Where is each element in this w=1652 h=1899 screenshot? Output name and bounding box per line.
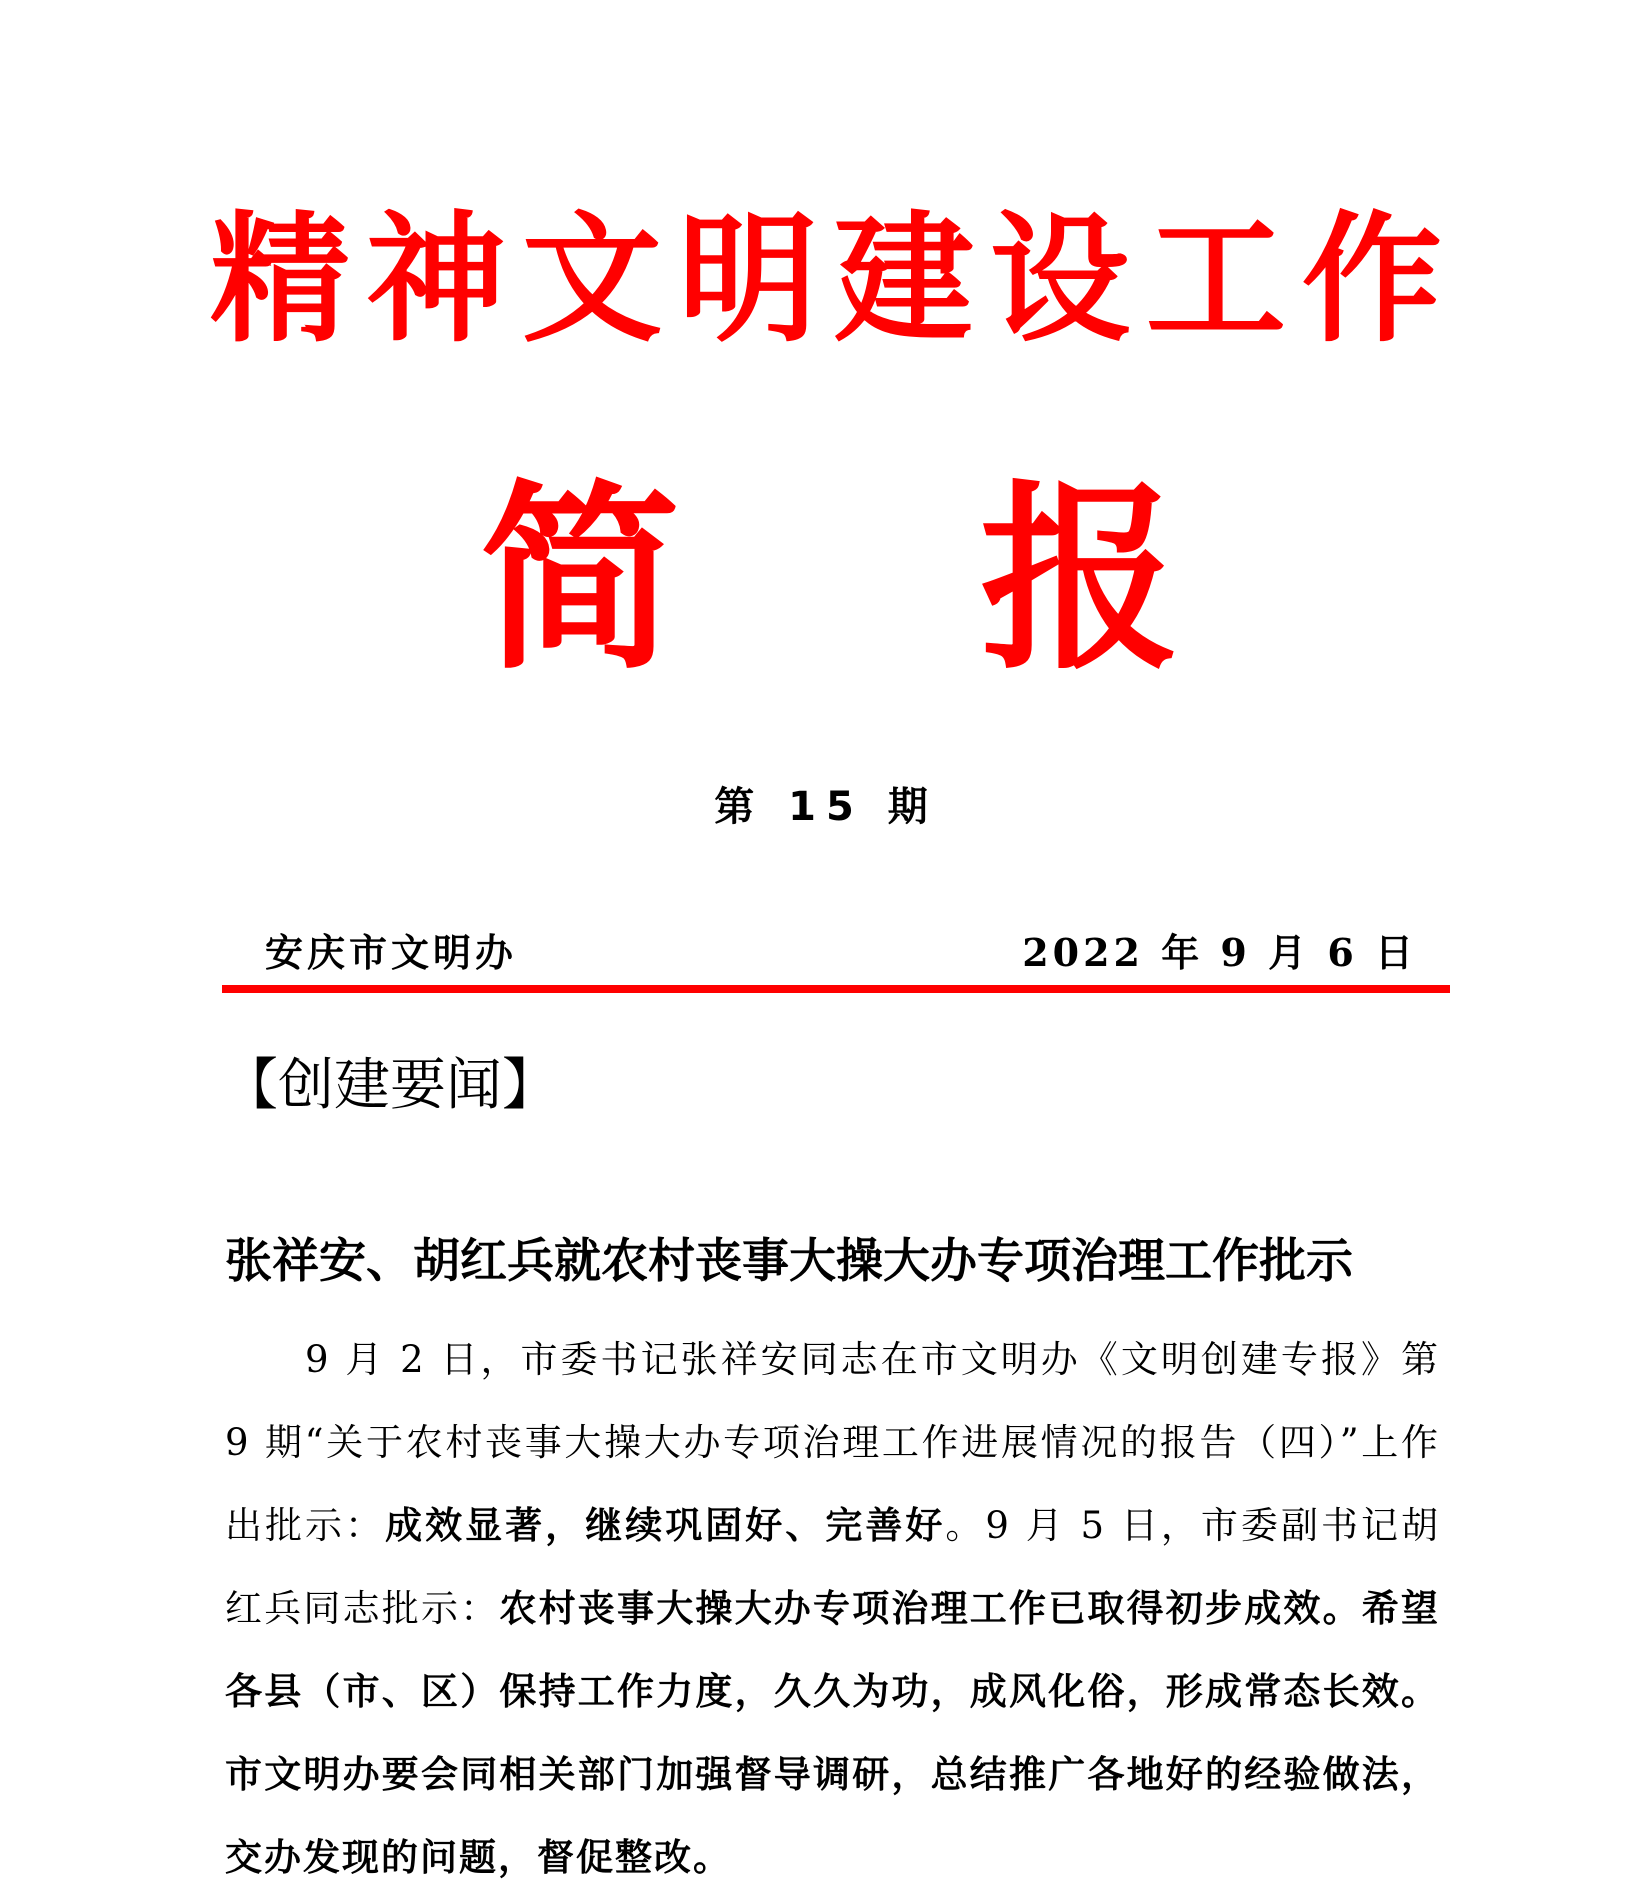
masthead-title-char: 作 (1301, 198, 1442, 362)
issuer: 安庆市文明办 (265, 930, 518, 975)
article-body (225, 1318, 1440, 1899)
masthead-title-char: 建 (833, 198, 974, 362)
masthead-title-char: 设 (989, 198, 1130, 362)
masthead-title-char: 神 (365, 198, 506, 362)
masthead-title-char: 工 (1145, 198, 1286, 362)
article-title: 张祥安、胡红兵就农村丧事大操大办专项治理工作批示 (225, 1234, 1353, 1289)
red-divider (222, 985, 1450, 993)
publish-date: 2022 年 9 月 6 日 (1022, 930, 1417, 975)
article-emphasis: 成效显著，继续巩固好、完善好 (385, 1503, 946, 1547)
issue-number: 第 15 期 (714, 784, 938, 830)
article-text: 。9 月 5 日，市委副书记胡红兵同志批示： (225, 1504, 1441, 1630)
article-text: 9 月 2 日，市委书记张祥安同志在市文明办《文明创建专报》第 9 期“关于农村丧事大操大办专项治理工作进展情况的报告（四）”上作出批示： (225, 1338, 1440, 1547)
masthead-title (210, 195, 1442, 365)
masthead-subtitle (480, 462, 1180, 697)
masthead-title-char: 明 (677, 198, 818, 362)
masthead-title-char: 文 (521, 198, 662, 362)
article-emphasis: 农村丧事大操大办专项治理工作已取得初步成效。希望各县（市、区）保持工作力度，久久为功，成风化俗，形成常态长效。市文明办要会同相关部门加强督导调研，总结推广各地好的经验做法，交办发现的问题，督促整改。 (225, 1586, 1441, 1879)
masthead-subtitle-char: 报 (979, 462, 1180, 697)
masthead-subtitle-char: 简 (480, 462, 681, 697)
section-heading: 【创建要闻】 (222, 1053, 558, 1118)
masthead-title-char: 精 (210, 198, 351, 362)
